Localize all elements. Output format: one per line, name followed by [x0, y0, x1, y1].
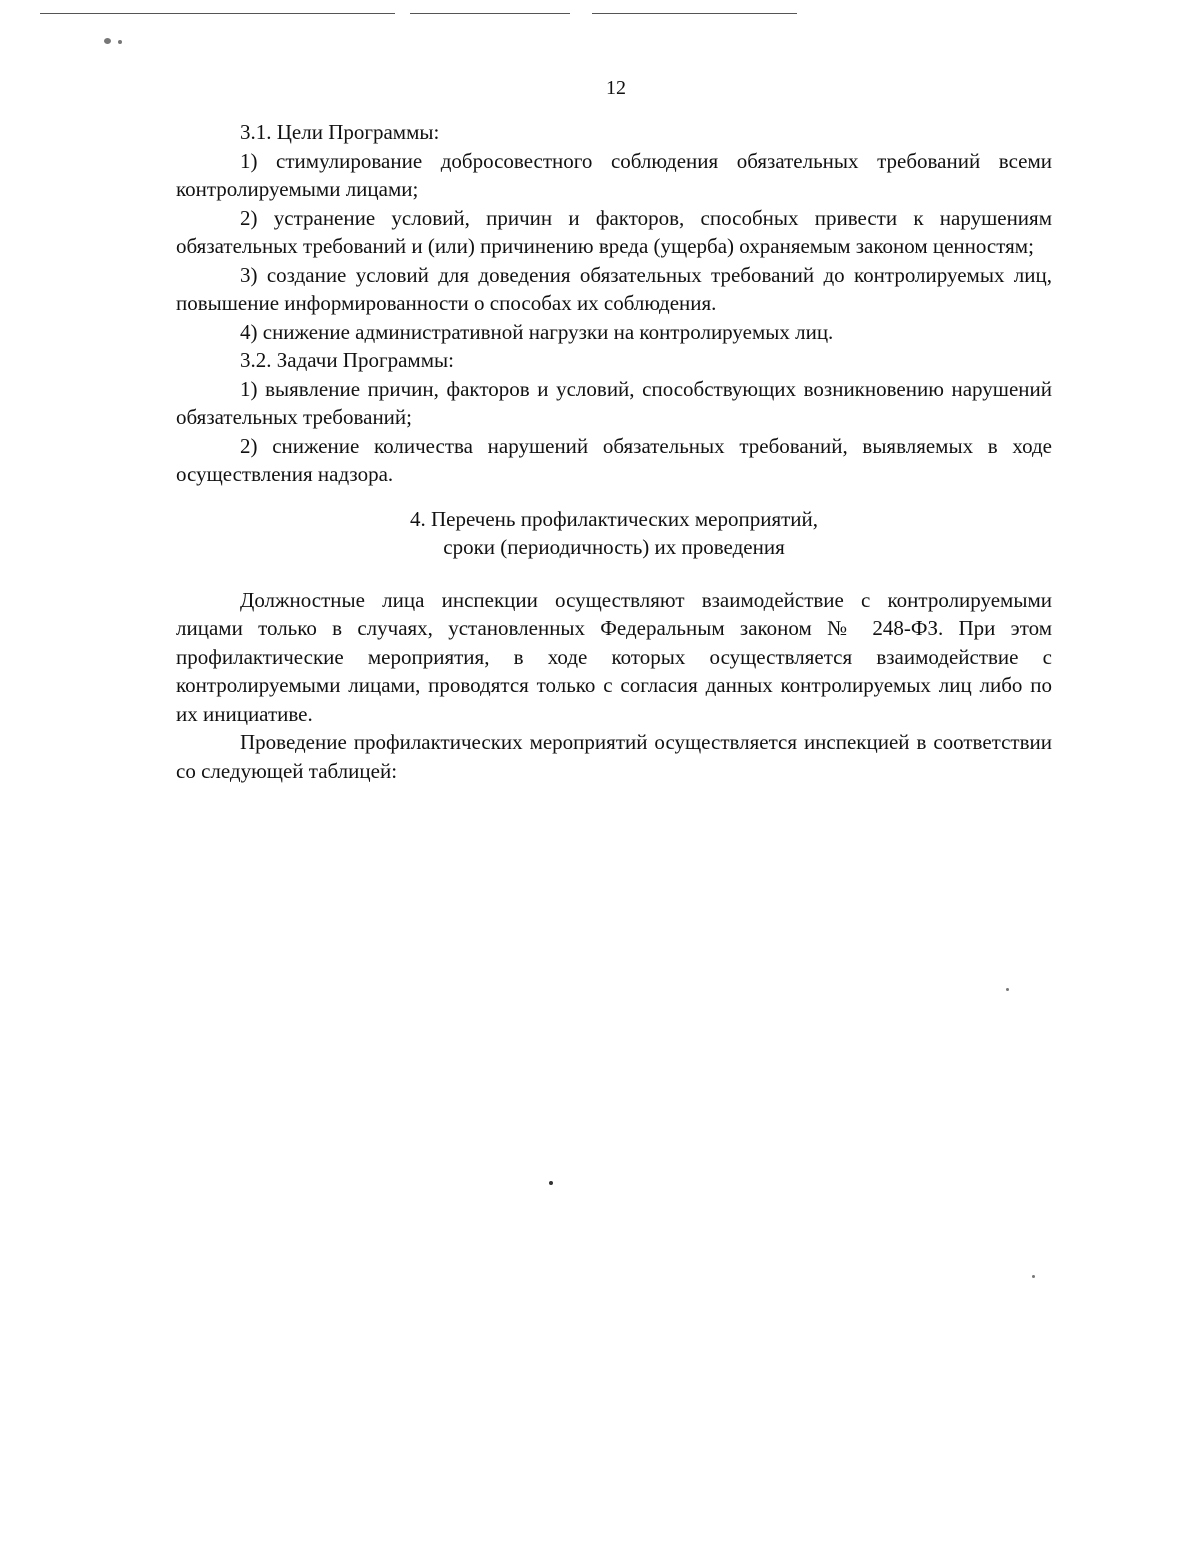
task-item: 2) снижение количества нарушений обязательных требований, выявляемых в ходе осуществления надзора.: [176, 433, 1052, 486]
scan-speck: [549, 1181, 553, 1185]
scan-speck: [104, 38, 111, 44]
scan-top-rule: [592, 13, 797, 14]
scan-speck: [118, 40, 122, 44]
section-4-heading: [176, 505, 1052, 562]
page-number: 12: [606, 77, 626, 99]
goals-heading: 3.1. Цели Программы:: [240, 120, 440, 144]
scan-speck: [1006, 988, 1009, 991]
section-4-heading-line: 4. Перечень профилактических мероприятий,: [409, 506, 819, 531]
section-4-heading-line: сроки (периодичность) их проведения: [443, 535, 785, 559]
goal-item: 1) стимулирование добросовестного соблюдения обязательных требований всеми контролируемыми лицами;: [176, 148, 1052, 201]
scan-top-rule: [40, 13, 395, 14]
goal-item: 2) устранение условий, причин и факторов, способных привести к нарушениям обязательных требований и (или) причинению вреда (ущерба) охраняемым законом ценностям;: [176, 205, 1052, 258]
goal-item: 3) создание условий для доведения обязательных требований до контролируемых лиц, повышение информированности о способах их соблюдения.: [176, 262, 1052, 315]
tasks-heading: 3.2. Задачи Программы:: [240, 348, 454, 372]
section-4-paragraph: Должностные лица инспекции осуществляют взаимодействие с контролируемыми лицами только в случаях, установленных Федеральным законом № 248-ФЗ. При этом профилактические мероприятия, в ходе которых осуществляется взаимодействие с контролируемыми лицами, проводятся только с согласия данных контролируемых лиц либо по их инициативе.: [176, 587, 1052, 726]
section-4-paragraph: Проведение профилактических мероприятий осуществляется инспекцией в соответствии со следующей таблицей:: [176, 730, 1052, 783]
task-item: 1) выявление причин, факторов и условий, способствующих возникновению нарушений обязательных требований;: [176, 376, 1052, 429]
scan-speck: [1032, 1275, 1035, 1278]
scan-top-rule: [410, 13, 570, 14]
document-body: [176, 118, 1052, 785]
goal-item: 4) снижение административной нагрузки на контролируемых лиц.: [240, 319, 834, 344]
